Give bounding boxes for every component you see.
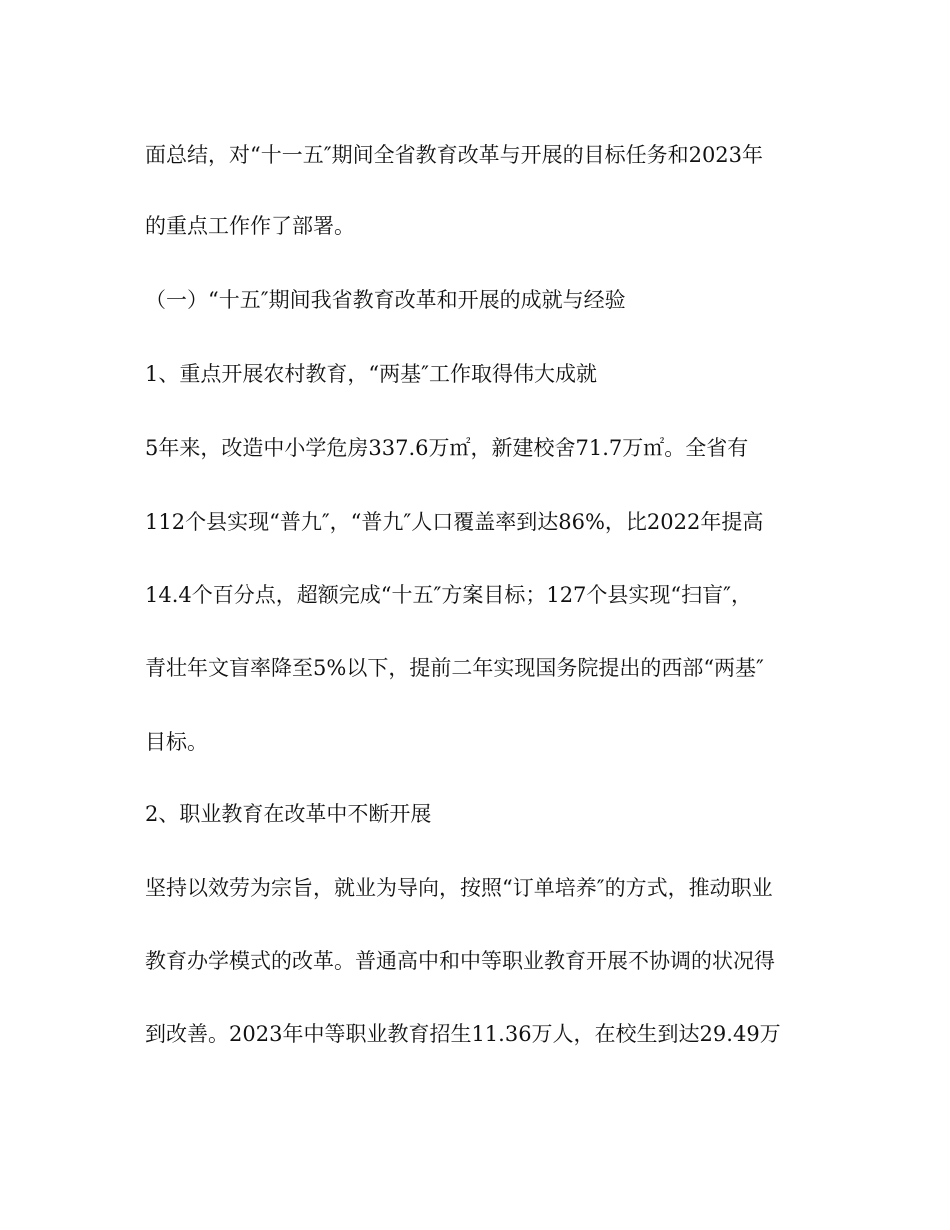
subsection-heading: 1、重点开展农村教育，“两基″工作取得伟大成就: [145, 362, 597, 386]
subsection-heading: 2、职业教育在改革中不断开展: [145, 802, 432, 826]
paragraph-line: 面总结，对“十一五″期间全省教育改革与开展的目标任务和2023年: [145, 143, 764, 167]
paragraph-line: 14.4个百分点，超额完成“十五″方案目标；127个县实现“扫盲″，: [145, 583, 752, 607]
paragraph-line: 到改善。2023年中等职业教育招生11.36万人，在校生到达29.49万: [145, 1022, 781, 1046]
paragraph-line: 的重点工作作了部署。: [145, 214, 355, 238]
section-heading: （一）“十五″期间我省教育改革和开展的成就与经验: [145, 288, 626, 312]
paragraph-line: 教育办学模式的改革。普通高中和中等职业教育开展不协调的状况得: [145, 949, 775, 973]
paragraph-line: 目标。: [145, 730, 208, 754]
paragraph-line: 112个县实现“普九″，“普九″人口覆盖率到达86%，比2022年提高: [145, 510, 764, 534]
paragraph-line: 5年来，改造中小学危房337.6万㎡，新建校舍71.7万㎡。全省有: [145, 436, 749, 460]
paragraph-line: 青壮年文盲率降至5%以下，提前二年实现国务院提出的西部“两基″: [145, 656, 764, 680]
paragraph-line: 坚持以效劳为宗旨，就业为导向，按照“订单培养″的方式，推动职业: [145, 876, 773, 900]
